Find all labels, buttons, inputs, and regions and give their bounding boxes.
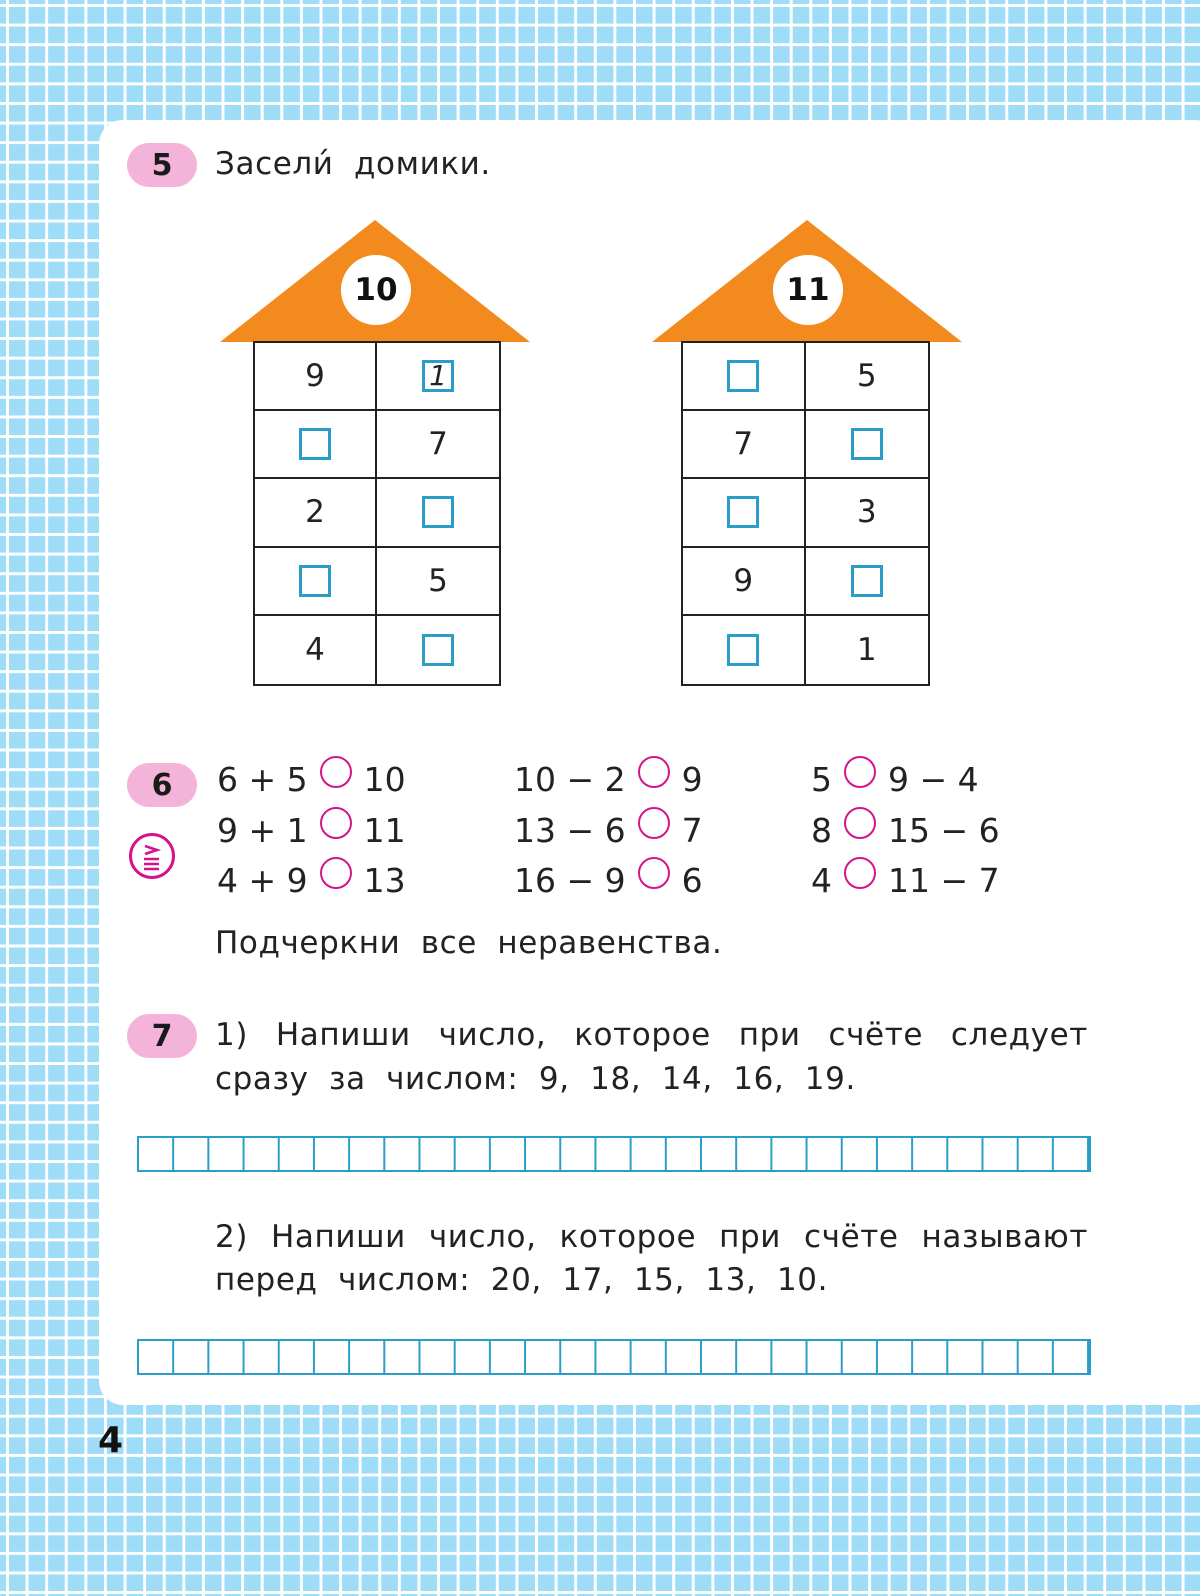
word: при xyxy=(738,1017,801,1053)
house-cell xyxy=(683,616,806,684)
comparison-row xyxy=(811,861,1000,900)
comparison-left: 8 xyxy=(811,811,832,850)
house-cell xyxy=(806,548,929,616)
comparison-right: 7 xyxy=(681,811,703,850)
house-cell xyxy=(377,343,499,411)
task7-part2-line1 xyxy=(215,1219,1088,1255)
answer-box[interactable] xyxy=(851,428,883,460)
word: при xyxy=(719,1219,782,1255)
word: счёте xyxy=(804,1219,899,1255)
comparison-right: 11 − 7 xyxy=(888,861,1000,900)
answer-box[interactable] xyxy=(727,360,759,392)
house-cell xyxy=(255,343,377,411)
compare-circle[interactable] xyxy=(844,807,876,839)
compare-circle[interactable] xyxy=(638,807,670,839)
task-number: 7 xyxy=(151,1018,173,1054)
compare-circle[interactable] xyxy=(844,857,876,889)
task7-part1-line1 xyxy=(215,1017,1088,1053)
answer-box[interactable] xyxy=(727,634,759,666)
house-cell-number: 9 xyxy=(305,358,325,395)
word: 1) xyxy=(215,1017,249,1053)
house-cell xyxy=(806,479,929,547)
answer-box[interactable] xyxy=(851,565,883,597)
word: число, xyxy=(428,1219,537,1255)
comparison-right: 6 xyxy=(681,861,703,900)
house-cell xyxy=(377,548,499,616)
house-table xyxy=(681,341,930,686)
task-title: Засели́ домики. xyxy=(215,146,491,182)
house-11 xyxy=(652,220,962,690)
task-number: 5 xyxy=(151,147,173,183)
comparison-row xyxy=(811,760,979,799)
task6-instruction: Подчеркни все неравенства. xyxy=(215,925,723,961)
house-cell xyxy=(683,548,806,616)
comparison-right: 10 xyxy=(363,760,406,799)
word: которое xyxy=(574,1017,711,1053)
comparison-row xyxy=(217,861,406,900)
comparison-right: 11 xyxy=(363,811,406,850)
comparison-right: 9 xyxy=(681,760,703,799)
house-cell xyxy=(806,616,929,684)
house-cell xyxy=(806,343,929,411)
house-cell xyxy=(255,616,377,684)
house-cell xyxy=(683,479,806,547)
comparison-row xyxy=(514,760,703,799)
word: которое xyxy=(559,1219,697,1255)
comparison-row xyxy=(811,811,1000,850)
roof-number: 10 xyxy=(354,272,398,308)
comparison-right: 13 xyxy=(363,861,406,900)
house-cell xyxy=(377,616,499,684)
house-table xyxy=(253,341,501,686)
roof-number: 11 xyxy=(786,272,830,308)
house-cell-number: 2 xyxy=(305,494,325,531)
word: число, xyxy=(438,1017,547,1053)
compare-signs-icon xyxy=(129,833,175,879)
comparison-left: 16 − 9 xyxy=(514,861,626,900)
house-cell-number: 9 xyxy=(733,562,754,599)
answer-box[interactable] xyxy=(422,496,454,528)
word: 2) xyxy=(215,1219,249,1255)
comparison-left: 13 − 6 xyxy=(514,811,626,850)
house-cell xyxy=(255,479,377,547)
answer-box[interactable] xyxy=(422,634,454,666)
comparison-left: 6 + 5 xyxy=(217,760,308,799)
house-cell-number: 5 xyxy=(428,562,448,599)
compare-circle[interactable] xyxy=(638,756,670,788)
house-cell xyxy=(255,411,377,479)
roof-number-circle xyxy=(341,255,411,325)
house-cell xyxy=(806,411,929,479)
house-cell-number: 4 xyxy=(305,631,325,668)
house-10 xyxy=(220,220,530,690)
answer-strip-1[interactable] xyxy=(137,1136,1091,1172)
house-cell-number: 7 xyxy=(733,426,754,463)
task7-part1-line2: сразу за числом: 9, 18, 14, 16, 19. xyxy=(215,1061,856,1097)
compare-circle[interactable] xyxy=(320,807,352,839)
comparison-left: 5 xyxy=(811,760,832,799)
answer-box[interactable] xyxy=(299,565,331,597)
comparison-row xyxy=(514,861,703,900)
word: счёте xyxy=(828,1017,924,1053)
comparison-right: 15 − 6 xyxy=(888,811,1000,850)
compare-circle[interactable] xyxy=(844,756,876,788)
answer-box[interactable] xyxy=(727,496,759,528)
comparison-right: 9 − 4 xyxy=(888,760,979,799)
compare-circle[interactable] xyxy=(638,857,670,889)
house-cell xyxy=(255,548,377,616)
task-number: 6 xyxy=(151,767,173,803)
house-cell xyxy=(377,411,499,479)
compare-circle[interactable] xyxy=(320,857,352,889)
word: Напиши xyxy=(271,1219,406,1255)
word: называют xyxy=(921,1219,1088,1255)
compare-circle[interactable] xyxy=(320,756,352,788)
task7-part2-line2: перед числом: 20, 17, 15, 13, 10. xyxy=(215,1262,829,1298)
word: следует xyxy=(950,1017,1088,1053)
task-number-badge xyxy=(127,143,197,187)
task-number-badge xyxy=(127,1014,197,1058)
comparison-row xyxy=(217,811,406,850)
answer-box[interactable] xyxy=(299,428,331,460)
house-cell-number: 3 xyxy=(856,494,877,531)
comparison-left: 4 xyxy=(811,861,832,900)
roof-number-circle xyxy=(773,255,843,325)
comparison-row xyxy=(217,760,406,799)
house-cell-number: 7 xyxy=(428,426,448,463)
house-cell xyxy=(377,479,499,547)
house-cell-number: 1 xyxy=(856,631,877,668)
task-number-badge xyxy=(127,763,197,807)
house-cell-number: 5 xyxy=(856,358,877,395)
comparison-left: 10 − 2 xyxy=(514,760,626,799)
answer-box[interactable]: 1 xyxy=(422,360,454,392)
house-cell xyxy=(683,343,806,411)
comparison-left: 4 + 9 xyxy=(217,861,308,900)
word: Напиши xyxy=(275,1017,411,1053)
comparison-left: 9 + 1 xyxy=(217,811,308,850)
answer-strip-2[interactable] xyxy=(137,1339,1091,1375)
page-number: 4 xyxy=(98,1420,124,1461)
comparison-row xyxy=(514,811,703,850)
house-cell xyxy=(683,411,806,479)
